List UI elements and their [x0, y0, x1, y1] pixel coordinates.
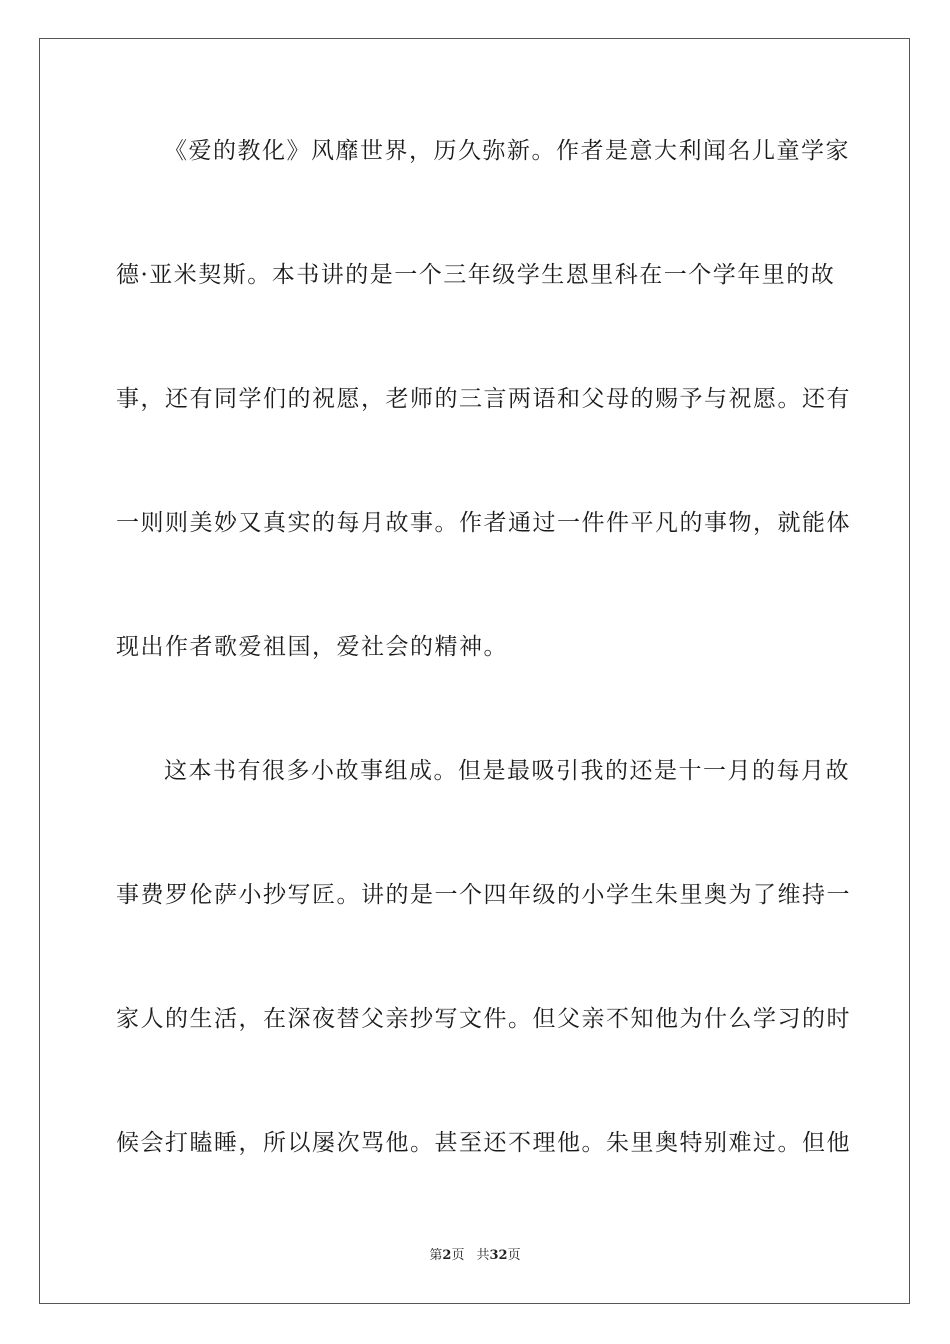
total-prefix: 共	[476, 1248, 490, 1263]
page-number: 2	[442, 1248, 452, 1263]
paragraph-2-line-3: 家人的生活，在深夜替父亲抄写文件。但父亲不知他为什么学习的时	[116, 1006, 851, 1032]
paragraph-2-line-2: 事费罗伦萨小抄写匠。讲的是一个四年级的小学生朱里奥为了维持一	[116, 882, 851, 908]
paragraph-1-line-2: 德·亚米契斯。本书讲的是一个三年级学生恩里科在一个学年里的故	[116, 262, 836, 288]
page-suffix: 页	[451, 1248, 465, 1263]
page-prefix: 第	[429, 1248, 443, 1263]
total-suffix: 页	[507, 1248, 521, 1263]
paragraph-1-line-4: 一则则美妙又真实的每月故事。作者通过一件件平凡的事物，就能体	[116, 510, 851, 536]
paragraph-1-line-5: 现出作者歌爱祖国，爱社会的精神。	[116, 634, 508, 660]
total-pages: 32	[489, 1248, 508, 1263]
paragraph-1-line-3: 事，还有同学们的祝愿，老师的三言两语和父母的赐予与祝愿。还有	[116, 386, 851, 412]
page-frame	[39, 38, 910, 1304]
paragraph-1-line-1: 《爱的教化》风靡世界，历久弥新。作者是意大利闻名儿童学家	[164, 138, 850, 164]
paragraph-2-line-4: 候会打瞌睡，所以屡次骂他。甚至还不理他。朱里奥特别难过。但他	[116, 1130, 851, 1156]
paragraph-2-line-1: 这本书有很多小故事组成。但是最吸引我的还是十一月的每月故	[164, 758, 850, 784]
page-footer	[0, 1247, 950, 1265]
